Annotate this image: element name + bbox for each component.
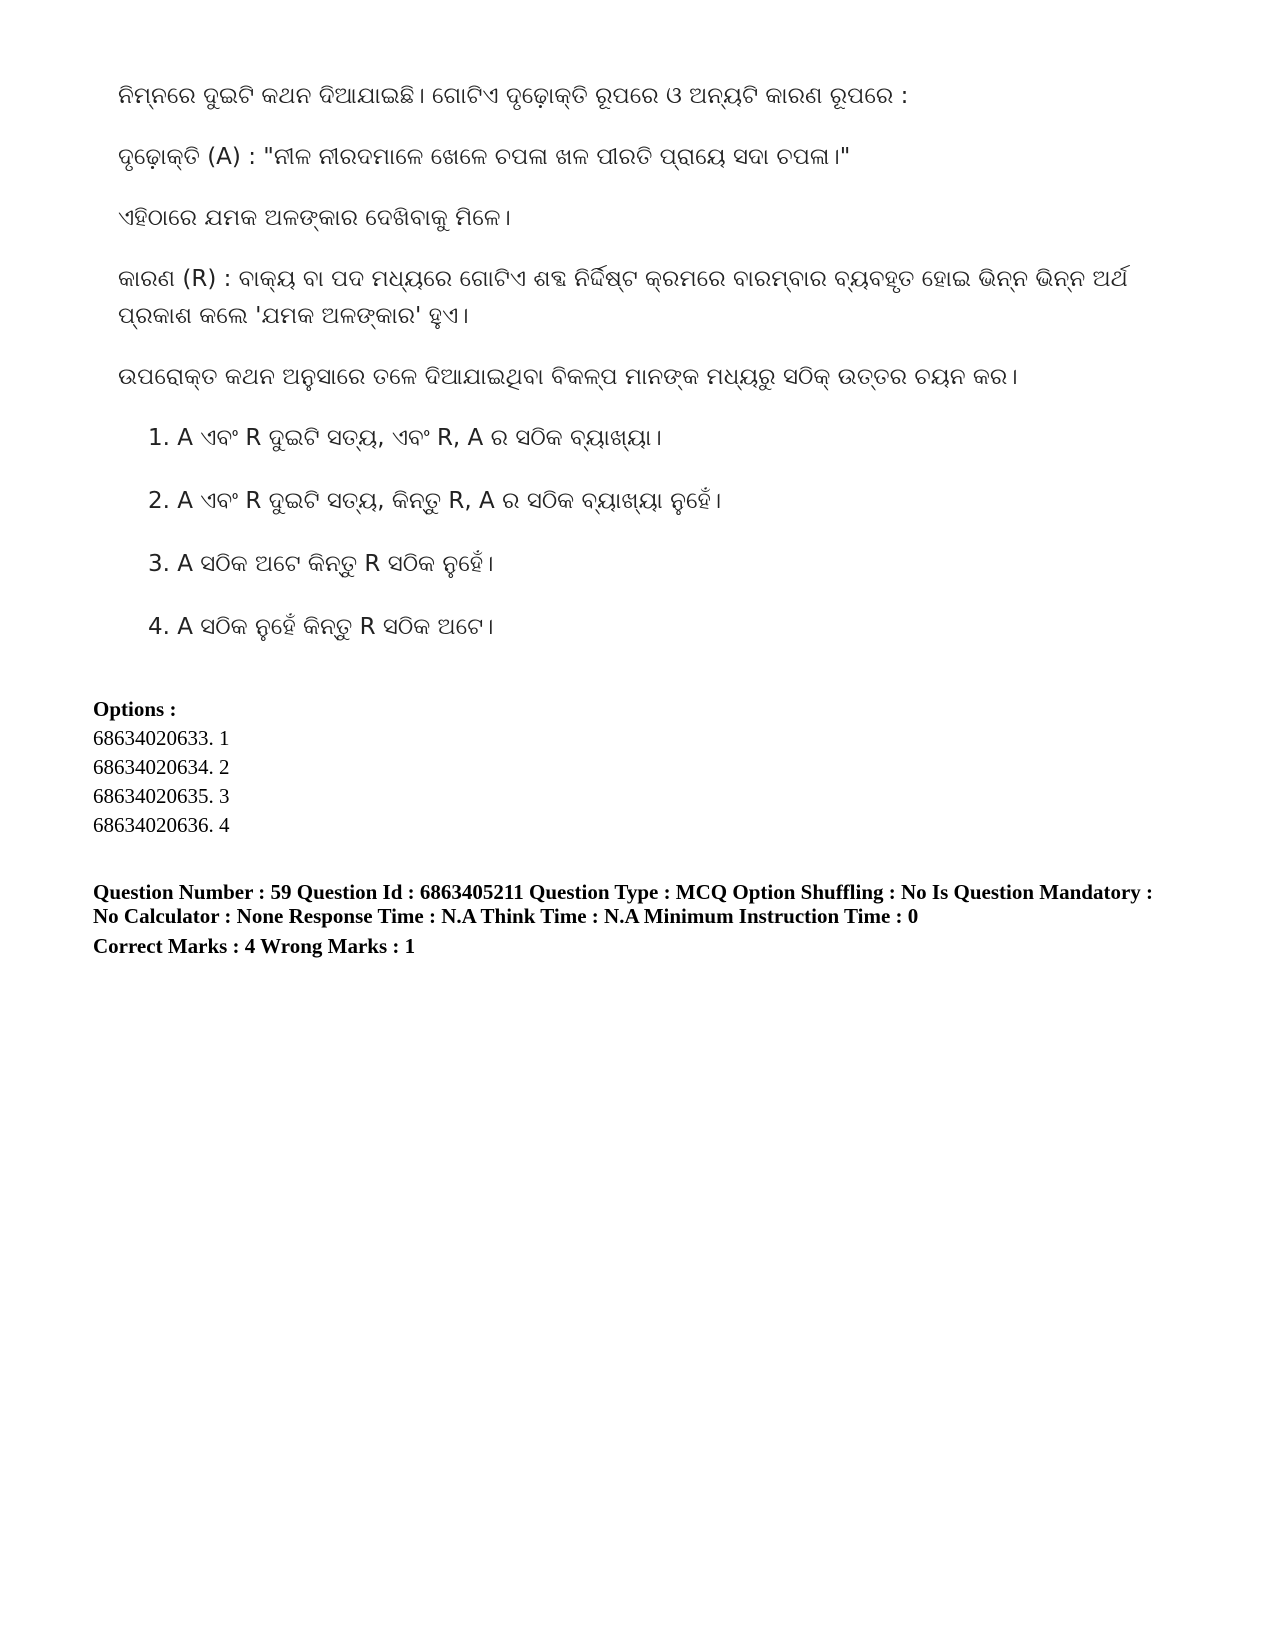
- option-item: 68634020635. 3: [93, 784, 230, 808]
- choice-item: 4. A ସଠିକ ନୁହେଁ କିନ୍ତୁ R ସଠିକ ଅଟେ।: [148, 614, 494, 640]
- options-heading: Options :: [93, 697, 177, 721]
- options-section: [93, 695, 1213, 840]
- question-intro: ନିମ୍ନରେ ଦୁଇଟି କଥନ ଦିଆଯାଇଛି। ଗୋଟିଏ ଦୃଢ଼ୋକ୍ତି ରୂପରେ ଓ ଅନ୍ୟଟି କାରଣ ରୂପରେ :: [118, 83, 909, 109]
- question-meta-info: [93, 880, 1213, 958]
- question-instruction: ଉପରୋକ୍ତ କଥନ ଅନୁସାରେ ତଳେ ଦିଆଯାଇଥିବା ବିକଳ୍ପ ମାନଙ୍କ ମଧ୍ୟରୁ ସଠିକ୍ ଉତ୍ତର ଚୟନ କର।: [118, 364, 1018, 390]
- assertion-statement: ଦୃଢ଼ୋକ୍ତି (A) : "ନୀଳ ନୀରଦମାଳେ ଖେଳେ ଚପଳା ଖଳ ପୀରତି ପ୍ରାୟେ ସଦା ଚପଳା।": [118, 144, 851, 170]
- assertion-note: ଏହିଠାରେ ଯମକ ଅଳଙ୍କାର ଦେଖିବାକୁ ମିଳେ।: [118, 205, 511, 231]
- question-image: [118, 78, 1178, 672]
- choice-item: 1. A ଏବଂ R ଦୁଇଟି ସତ୍ୟ, ଏବଂ R, A ର ସଠିକ ବ୍ୟାଖ୍ୟା।: [148, 425, 662, 451]
- option-item: 68634020633. 1: [93, 726, 230, 750]
- question-info-line: No Calculator : None Response Time : N.A Think Time : N.A Minimum Instruction Time : 0: [93, 904, 919, 928]
- question-info-line: Question Number : 59 Question Id : 6863405211 Question Type : MCQ Option Shuffling : No Is Question Mandatory :: [93, 880, 1154, 904]
- option-item: 68634020636. 4: [93, 813, 230, 837]
- marks-line: Correct Marks : 4 Wrong Marks : 1: [93, 934, 416, 958]
- reason-statement: କାରଣ (R) : ବାକ୍ୟ ବା ପଦ ମଧ୍ୟରେ ଗୋଟିଏ ଶବ୍ଦ ନିର୍ଦ୍ଦିଷ୍ଟ କ୍ରମରେ ବାରମ୍ବାର ବ୍ୟବହୃତ ହୋଇ ଭିନ୍ନ ଭିନ୍ନ ଅର୍ଥ ପ୍ରକାଶ କଲେ 'ଯମକ ଅଳଙ୍କାର' ହୁଏ।: [118, 266, 1128, 329]
- choice-item: 3. A ସଠିକ ଅଟେ କିନ୍ତୁ R ସଠିକ ନୁହେଁ।: [148, 551, 494, 577]
- option-item: 68634020634. 2: [93, 755, 230, 779]
- choice-list: [118, 420, 1178, 646]
- choice-item: 2. A ଏବଂ R ଦୁଇଟି ସତ୍ୟ, କିନ୍ତୁ R, A ର ସଠିକ ବ୍ୟାଖ୍ୟା ନୁହେଁ।: [148, 488, 722, 514]
